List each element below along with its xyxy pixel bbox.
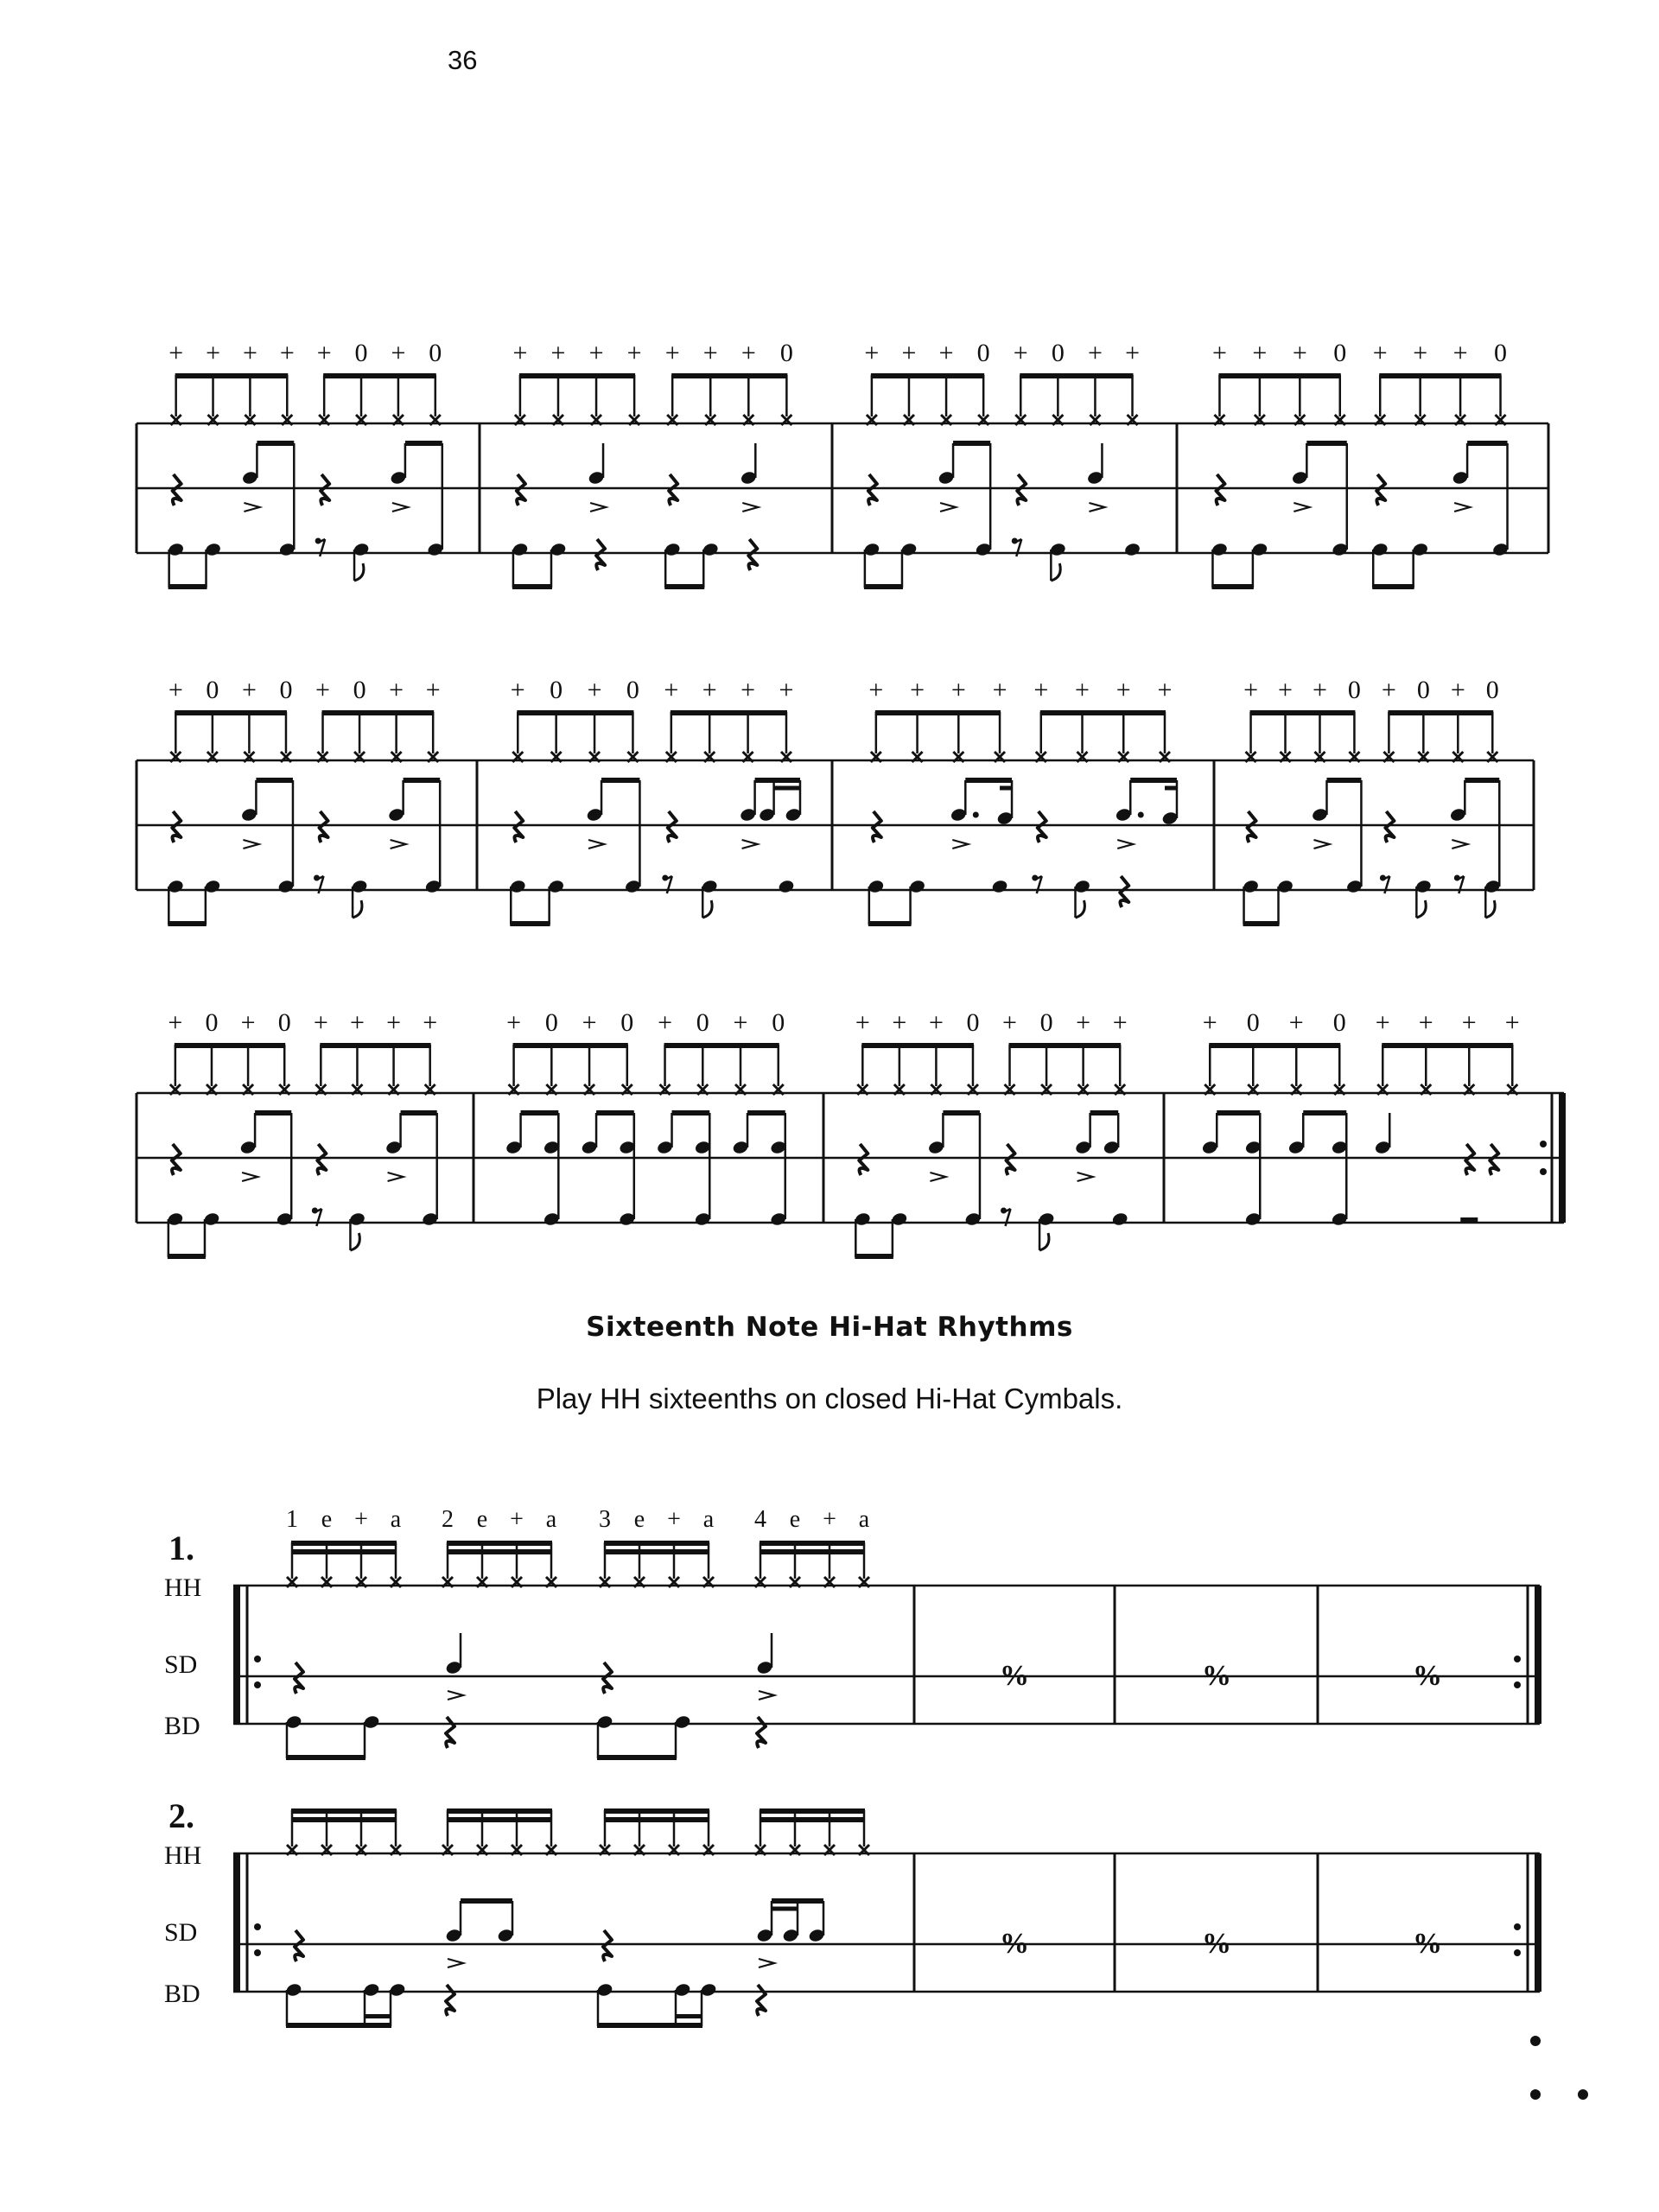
hihat-sticking-mark: 0 [696, 1008, 709, 1037]
hihat-beam [291, 1549, 397, 1554]
quarter-rest [603, 1930, 612, 1961]
repeat-dot [254, 1923, 261, 1930]
sixteenth-note-exercises [0, 1434, 1659, 2212]
hihat-sticking-mark: 0 [354, 339, 368, 367]
counting-syllable: 4 [754, 1506, 766, 1533]
hihat-sticking-mark: + [864, 339, 880, 367]
hihat-beam [447, 1817, 552, 1822]
quarter-rest [596, 539, 605, 570]
accent-mark [930, 1173, 945, 1181]
half-rest [1460, 1217, 1478, 1223]
hihat-sticking-mark: 0 [1494, 339, 1508, 367]
hihat-beam [760, 1817, 865, 1822]
hihat-sticking-mark: 0 [1051, 339, 1065, 367]
hihat-beam [871, 373, 984, 378]
quarter-rest [446, 1985, 454, 2016]
measure-repeat-sign: % [1413, 1928, 1442, 1960]
hihat-sticking-mark: + [741, 339, 756, 367]
hihat-sticking-mark: + [168, 676, 183, 704]
hihat-sticking-mark: + [391, 339, 406, 367]
hihat-sticking-mark: + [938, 339, 954, 367]
accent-mark [388, 1173, 404, 1181]
hihat-beam [861, 1043, 974, 1048]
hihat-sticking-mark: + [1075, 676, 1090, 704]
accent-mark [391, 840, 406, 849]
hihat-sticking-mark: + [349, 1008, 365, 1037]
hihat-sticking-mark: + [1450, 676, 1465, 704]
hihat-sticking-mark: + [1157, 676, 1173, 704]
accent-mark [1089, 503, 1104, 512]
hihat-beam [320, 1043, 430, 1048]
bass-beam [597, 1755, 677, 1760]
hihat-beam [604, 1817, 709, 1822]
sd-label: SD [164, 1918, 198, 1947]
hihat-sticking-mark: + [741, 676, 756, 704]
hihat-beam [175, 373, 289, 378]
hihat-sticking-mark: 0 [1039, 1008, 1053, 1037]
hihat-sticking-mark: + [425, 676, 441, 704]
hihat-beam [760, 1541, 865, 1546]
counting-syllable: + [354, 1506, 368, 1533]
quarter-rest [1248, 811, 1256, 842]
repeat-dot [1514, 1923, 1521, 1930]
hihat-sticking-mark: 0 [1485, 676, 1499, 704]
accent-mark [243, 840, 258, 849]
bass-beam [168, 921, 207, 926]
hihat-sticking-mark: + [510, 676, 525, 704]
quarter-rest [868, 474, 877, 505]
drum-measure [1211, 339, 1510, 589]
hihat-beam [760, 1808, 865, 1814]
quarter-rest [295, 1930, 303, 1961]
bass-beam [168, 584, 207, 589]
hihat-sticking-mark: + [1452, 339, 1468, 367]
hihat-sticking-mark: + [587, 676, 602, 704]
bass-beam [286, 2023, 365, 2028]
accent-mark [392, 503, 408, 512]
counting-syllable: e [321, 1506, 333, 1533]
hihat-sticking-mark: + [206, 339, 220, 367]
hihat-sticking-mark: + [626, 339, 642, 367]
bass-beam [864, 584, 903, 589]
accent-mark [759, 1691, 774, 1700]
hihat-sticking-mark: + [423, 1008, 438, 1037]
instruction-text: Play HH sixteenths on closed Hi-Hat Cymbals. [536, 1382, 1123, 1414]
counting-syllable: a [858, 1506, 870, 1533]
hihat-sticking-mark: + [1413, 339, 1428, 367]
end-repeat-thick-bar [1535, 1853, 1541, 1992]
accent-mark [590, 503, 606, 512]
bass-beam [597, 2023, 677, 2028]
hihat-sticking-mark: 0 [1347, 676, 1361, 704]
accent-mark [759, 1959, 774, 1967]
quarter-rest [1490, 1144, 1498, 1175]
accent-mark [742, 840, 758, 849]
hihat-sticking-mark: + [702, 676, 717, 704]
hihat-sticking-mark: 0 [544, 1008, 558, 1037]
hihat-sticking-mark: + [240, 1008, 256, 1037]
quarter-rest [1465, 1144, 1474, 1175]
note-flag [1416, 900, 1426, 918]
bass-beam [868, 921, 912, 926]
hihat-beam [291, 1808, 397, 1814]
hihat-sticking-mark: + [242, 339, 257, 367]
hihat-sticking-mark: + [1461, 1008, 1477, 1037]
hihat-sticking-mark: + [1381, 676, 1396, 704]
hihat-beam [1250, 710, 1356, 715]
counting-syllable: 1 [286, 1506, 298, 1533]
hihat-beam [1388, 710, 1493, 715]
hihat-sticking-mark: + [1372, 339, 1388, 367]
quarter-rest [321, 474, 329, 505]
bass-beam [286, 1755, 365, 1760]
accent-mark [1077, 1173, 1093, 1181]
measure-repeat-sign: % [1202, 1928, 1231, 1960]
hihat-sticking-mark: + [702, 339, 718, 367]
end-repeat-thick-bar [1535, 1586, 1541, 1724]
hihat-sticking-mark: + [313, 1008, 328, 1037]
repeat-dot [254, 1949, 261, 1956]
bass-beam [510, 921, 550, 926]
hihat-sticking-mark: + [1252, 339, 1268, 367]
hihat-beam [323, 373, 436, 378]
quarter-rest [1385, 811, 1394, 842]
hihat-sticking-mark: + [550, 339, 566, 367]
accent-mark [1454, 503, 1470, 512]
hihat-sticking-mark: 0 [779, 339, 793, 367]
accent-mark [940, 503, 956, 512]
quarter-rest [1017, 474, 1026, 505]
hihat-sticking-mark: 0 [772, 1008, 785, 1037]
hihat-sticking-mark: + [1243, 676, 1259, 704]
measure-repeat-sign: % [1413, 1660, 1442, 1692]
bass-beam [675, 2014, 702, 2018]
hihat-sticking-mark: + [664, 339, 680, 367]
accent-mark [1117, 840, 1133, 849]
bass-drum-note [1111, 1211, 1128, 1227]
hihat-beam [519, 373, 635, 378]
counting-syllable: a [390, 1506, 402, 1533]
note-flag [350, 1233, 359, 1250]
hihat-sticking-mark: 0 [429, 339, 442, 367]
bass-beam [1372, 584, 1414, 589]
hihat-sticking-mark: 0 [550, 676, 563, 704]
hihat-sticking-mark: + [1013, 339, 1028, 367]
hihat-sticking-mark: + [1202, 1008, 1217, 1037]
repeat-dot [254, 1681, 261, 1688]
drum-measure [509, 676, 802, 926]
drum-measure [854, 1008, 1128, 1259]
hihat-sticking-mark: + [1116, 676, 1131, 704]
repeat-dot [1514, 1656, 1521, 1662]
hihat-sticking-mark: + [1418, 1008, 1433, 1037]
hihat-sticking-mark: + [910, 676, 925, 704]
bass-drum-note [778, 879, 795, 894]
repeat-dot [1540, 1168, 1547, 1175]
measure-repeat-sign: % [1202, 1660, 1231, 1692]
hihat-sticking-mark: + [168, 339, 184, 367]
hihat-sticking-mark: + [1375, 1008, 1390, 1037]
quarter-rest [1007, 1144, 1015, 1175]
quarter-rest [295, 1662, 303, 1694]
accent-mark [952, 840, 968, 849]
hihat-sticking-mark: 0 [277, 1008, 291, 1037]
hihat-sticking-mark: 0 [1333, 339, 1347, 367]
note-flag [353, 900, 362, 918]
quarter-rest [757, 1985, 766, 2016]
hihat-beam [671, 710, 787, 715]
hihat-sticking-mark: + [658, 1008, 672, 1037]
counting-syllable: 3 [599, 1506, 611, 1533]
hihat-sticking-mark: + [1087, 339, 1103, 367]
note-flag [1076, 900, 1085, 918]
dot [973, 812, 979, 818]
quarter-rest [873, 811, 881, 842]
counting-syllable: a [702, 1506, 715, 1533]
bd-label: BD [164, 1712, 200, 1740]
hihat-beam [760, 1549, 865, 1554]
hihat-sticking-mark: 0 [206, 676, 219, 704]
hihat-beam [604, 1541, 709, 1546]
hihat-sticking-mark: + [279, 339, 295, 367]
hihat-beam [671, 373, 787, 378]
hihat-beam [604, 1549, 709, 1554]
hihat-beam [1009, 1043, 1122, 1048]
counting-syllable: a [545, 1506, 557, 1533]
quarter-rest [603, 1662, 612, 1694]
drum-measure [512, 339, 793, 589]
accent-mark [1452, 840, 1467, 849]
drum-system [137, 339, 1548, 589]
quarter-rest [1376, 474, 1385, 505]
bass-beam [364, 2023, 391, 2028]
accent-mark [1313, 840, 1329, 849]
quarter-rest [446, 1717, 454, 1748]
quarter-rest [748, 539, 757, 570]
hihat-beam [1020, 373, 1133, 378]
hihat-sticking-mark: + [992, 676, 1007, 704]
hihat-sticking-mark: 0 [1246, 1008, 1260, 1037]
hihat-sticking-mark: + [1504, 1008, 1520, 1037]
bass-beam [168, 1254, 206, 1259]
hihat-beam [604, 1808, 709, 1814]
note-flag [1039, 1233, 1049, 1250]
page-corner-dots [1521, 2022, 1624, 2143]
hihat-sticking-mark: 0 [353, 676, 366, 704]
bass-beam [664, 584, 704, 589]
bass-beam [855, 1254, 893, 1259]
note-flag [1051, 563, 1060, 581]
hihat-beam [447, 1541, 552, 1546]
hh-label: HH [164, 1841, 202, 1870]
repeat-dot [1540, 1141, 1547, 1147]
hihat-sticking-mark: + [950, 676, 966, 704]
quarter-rest [668, 811, 677, 842]
repeat-dot [254, 1656, 261, 1662]
counting-syllable: + [667, 1506, 681, 1533]
quarter-rest [514, 811, 523, 842]
hihat-sticking-mark: + [892, 1008, 907, 1037]
hihat-sticking-mark: + [389, 676, 404, 704]
hihat-sticking-mark: + [1125, 339, 1140, 367]
hihat-sticking-mark: + [733, 1008, 748, 1037]
drum-measure [868, 676, 1179, 926]
hihat-sticking-mark: + [588, 339, 604, 367]
accent-mark [448, 1691, 463, 1700]
start-repeat-thick-bar [233, 1853, 240, 1992]
quarter-rest [1120, 876, 1128, 907]
hihat-sticking-mark: + [901, 339, 917, 367]
counting-syllable: e [476, 1506, 488, 1533]
drum-measure [505, 1008, 787, 1227]
bass-beam [675, 2023, 702, 2028]
hihat-beam [664, 1043, 779, 1048]
accent-mark [1294, 503, 1309, 512]
hihat-beam [875, 710, 1001, 715]
bass-drum-note [991, 879, 1008, 894]
sixteenth-exercise [164, 1506, 1541, 1760]
hihat-beam [513, 1043, 628, 1048]
hihat-sticking-mark: 0 [1416, 676, 1430, 704]
hihat-beam [322, 710, 435, 715]
counting-syllable: e [789, 1506, 801, 1533]
bass-drum-note [1123, 542, 1141, 557]
bass-beam [1211, 584, 1253, 589]
accent-mark [242, 1173, 257, 1181]
hihat-sticking-mark: 0 [626, 676, 639, 704]
hihat-sticking-mark: + [1033, 676, 1049, 704]
bass-beam [1243, 921, 1280, 926]
measure-repeat-sign: % [1000, 1660, 1029, 1692]
hihat-sticking-mark: + [1313, 676, 1327, 704]
hihat-beam [447, 1549, 552, 1554]
bass-beam [364, 2014, 391, 2018]
hihat-sticking-mark: + [664, 676, 679, 704]
hihat-sticking-mark: + [316, 339, 332, 367]
start-repeat-thick-bar [233, 1586, 240, 1724]
hihat-sticking-mark: + [1076, 1008, 1091, 1037]
hihat-sticking-mark: 0 [1332, 1008, 1346, 1037]
hihat-sticking-mark: + [1278, 676, 1293, 704]
hihat-sticking-mark: + [868, 676, 884, 704]
quarter-rest [669, 474, 677, 505]
sixteenth-exercise [164, 1796, 1541, 2028]
hihat-sticking-mark: + [506, 1008, 522, 1037]
hihat-sticking-mark: + [855, 1008, 870, 1037]
note-flag [354, 563, 364, 581]
drum-measure [167, 339, 444, 589]
accent-mark [244, 503, 259, 512]
quarter-rest [317, 1144, 326, 1175]
counting-syllable: + [510, 1506, 524, 1533]
drum-system [137, 676, 1534, 926]
bass-beam [512, 584, 552, 589]
hh-label: HH [164, 1573, 202, 1602]
quarter-rest [517, 474, 525, 505]
hihat-beam [175, 1043, 285, 1048]
quarter-rest [1038, 811, 1046, 842]
hihat-sticking-mark: + [582, 1008, 597, 1037]
counting-syllable: 2 [442, 1506, 454, 1533]
hihat-sticking-mark: + [241, 676, 257, 704]
hihat-sticking-mark: + [168, 1008, 183, 1037]
hihat-beam [1040, 710, 1166, 715]
exercise-number: 2. [168, 1796, 194, 1835]
drum-system [137, 1008, 1566, 1259]
quarter-rest [1216, 474, 1224, 505]
hihat-sticking-mark: + [512, 339, 528, 367]
hihat-sticking-mark: + [1002, 1008, 1017, 1037]
hihat-sticking-mark: 0 [620, 1008, 634, 1037]
drum-measure [167, 676, 442, 926]
hihat-beam [175, 710, 287, 715]
hihat-sticking-mark: + [315, 676, 330, 704]
hihat-sticking-mark: 0 [976, 339, 990, 367]
quarter-rest [173, 474, 181, 505]
hihat-beam [1379, 373, 1501, 378]
hihat-sticking-mark: + [1288, 1008, 1304, 1037]
hihat-sticking-mark: + [779, 676, 794, 704]
sd-label: SD [164, 1650, 198, 1679]
repeat-dot [1514, 1949, 1521, 1956]
drum-measure [167, 1008, 439, 1259]
repeat-dot [1514, 1681, 1521, 1688]
counting-syllable: + [823, 1506, 836, 1533]
measure-repeat-sign: % [1000, 1928, 1029, 1960]
quarter-rest [859, 1144, 868, 1175]
hihat-beam [1209, 1043, 1340, 1048]
bd-label: BD [164, 1980, 200, 2008]
quarter-rest [320, 811, 328, 842]
accent-mark [588, 840, 604, 849]
page-number: 36 [448, 45, 478, 75]
hihat-sticking-mark: + [386, 1008, 402, 1037]
drum-measure [1242, 676, 1501, 926]
drum-measure [863, 339, 1141, 589]
hihat-sticking-mark: 0 [279, 676, 293, 704]
note-flag [1485, 900, 1495, 918]
hihat-beam [517, 710, 633, 715]
section-title: Sixteenth Note Hi-Hat Rhythms [586, 1312, 1073, 1343]
hihat-beam [291, 1541, 397, 1546]
accent-mark [742, 503, 758, 512]
hihat-beam [447, 1808, 552, 1814]
hihat-sticking-mark: + [1211, 339, 1227, 367]
note-flag [702, 900, 712, 918]
hihat-sticking-mark: + [1112, 1008, 1128, 1037]
hihat-beam [1218, 373, 1340, 378]
quarter-rest [757, 1717, 766, 1748]
counting-syllable: e [633, 1506, 645, 1533]
drum-measure [1201, 1008, 1520, 1227]
hihat-sticking-mark: 0 [205, 1008, 219, 1037]
hihat-sticking-mark: + [1292, 339, 1307, 367]
final-barline [1559, 1093, 1566, 1223]
dot [1138, 812, 1144, 818]
quarter-rest [172, 811, 181, 842]
hihat-sticking-mark: + [928, 1008, 944, 1037]
exercise-number: 1. [168, 1529, 194, 1567]
hihat-beam [1382, 1043, 1513, 1048]
accent-mark [448, 1959, 463, 1967]
quarter-rest [172, 1144, 181, 1175]
hihat-beam [291, 1817, 397, 1822]
hihat-sticking-mark: 0 [966, 1008, 980, 1037]
